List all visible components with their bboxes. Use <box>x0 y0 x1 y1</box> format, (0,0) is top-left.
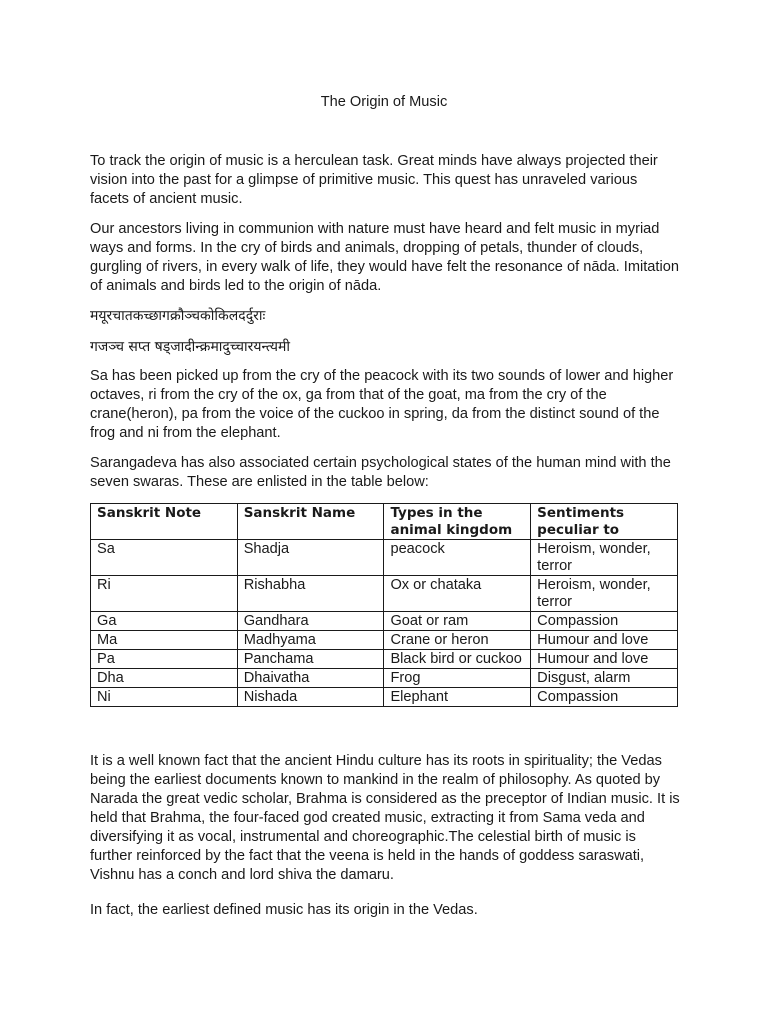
header-sanskrit-note: Sanskrit Note <box>91 504 238 540</box>
cell-sentiment: Heroism, wonder, terror <box>531 540 678 576</box>
cell-animal: Ox or chataka <box>384 576 531 612</box>
page-title: The Origin of Music <box>320 94 448 110</box>
cell-sentiment: Heroism, wonder, terror <box>531 576 678 612</box>
cell-name: Panchama <box>237 650 384 669</box>
cell-name: Dhaivatha <box>237 669 384 688</box>
table-header-row <box>91 504 678 540</box>
cell-note: Ri <box>91 576 238 612</box>
table-row <box>91 612 678 631</box>
table-row <box>91 631 678 650</box>
sanskrit-verse-line-2: गजञ्च सप्त षड्जादीन्क्रमादुच्चारयन्त्यमी <box>90 339 291 355</box>
cell-animal: Black bird or cuckoo <box>384 650 531 669</box>
cell-name: Madhyama <box>237 631 384 650</box>
table-row <box>91 650 678 669</box>
vedas-paragraph: In fact, the earliest defined music has its origin in the Vedas. <box>90 902 478 918</box>
cell-sentiment: Humour and love <box>531 631 678 650</box>
cell-note: Ni <box>91 688 238 707</box>
cell-note: Ma <box>91 631 238 650</box>
cell-sentiment: Humour and love <box>531 650 678 669</box>
table-row <box>91 540 678 576</box>
cell-note: Sa <box>91 540 238 576</box>
cell-note: Ga <box>91 612 238 631</box>
header-sanskrit-name: Sanskrit Name <box>237 504 384 540</box>
cell-sentiment: Compassion <box>531 688 678 707</box>
swara-origin-paragraph: Sa has been picked up from the cry of the peacock with its two sounds of lower and higher octaves, ri from the cry of the ox, ga from that of the goat, ma from the cry of the crane(heron), pa from the voice of the cuckoo in spring, da from the distinct sound of the frog and ni from the elephant. <box>90 368 674 441</box>
cell-animal: Crane or heron <box>384 631 531 650</box>
cell-note: Dha <box>91 669 238 688</box>
intro-paragraph: To track the origin of music is a herculean task. Great minds have always projected their vision into the past for a glimpse of primitive music. This quest has unraveled various facets of ancient music. <box>90 153 658 207</box>
cell-name: Rishabha <box>237 576 384 612</box>
table-row <box>91 576 678 612</box>
sanskrit-verse-line-1: मयूरचातकच्छागक्रौञ्चकोकिलदर्दुराः <box>90 308 266 324</box>
cell-animal: Frog <box>384 669 531 688</box>
cell-sentiment: Compassion <box>531 612 678 631</box>
cell-animal: Elephant <box>384 688 531 707</box>
cell-name: Nishada <box>237 688 384 707</box>
cell-animal: Goat or ram <box>384 612 531 631</box>
swara-table <box>90 503 678 707</box>
cell-animal: peacock <box>384 540 531 576</box>
cell-name: Shadja <box>237 540 384 576</box>
table-row <box>91 669 678 688</box>
spirituality-paragraph: It is a well known fact that the ancient Hindu culture has its roots in spirituality; the Vedas being the earliest documents known to mankind in the realm of philosophy. As quoted by Narada the great vedic scholar, Brahma is considered as the preceptor of Indian music. It is held that Brahma, the four-faced god created music, extracting it from Sama veda and diversifying it as vocal, instrumental and choreographic.The celestial birth of music is further reinforced by the fact that the veena is held in the hands of goddess saraswati, Vishnu has a conch and lord shiva the damaru. <box>90 753 680 883</box>
cell-note: Pa <box>91 650 238 669</box>
sarangadeva-paragraph: Sarangadeva has also associated certain psychological states of the human mind with the seven swaras. These are enlisted in the table below: <box>90 455 671 490</box>
header-animal-kingdom: Types in the animal kingdom <box>384 504 531 540</box>
ancestors-paragraph: Our ancestors living in communion with nature must have heard and felt music in myriad ways and forms. In the cry of birds and animals, dropping of petals, thunder of clouds, gurgling of rivers, in every walk of life, they would have felt the resonance of nāda. Imitation of animals and birds led to the origin of nāda. <box>90 221 679 294</box>
header-sentiments: Sentiments peculiar to <box>531 504 678 540</box>
table-row <box>91 688 678 707</box>
cell-name: Gandhara <box>237 612 384 631</box>
cell-sentiment: Disgust, alarm <box>531 669 678 688</box>
